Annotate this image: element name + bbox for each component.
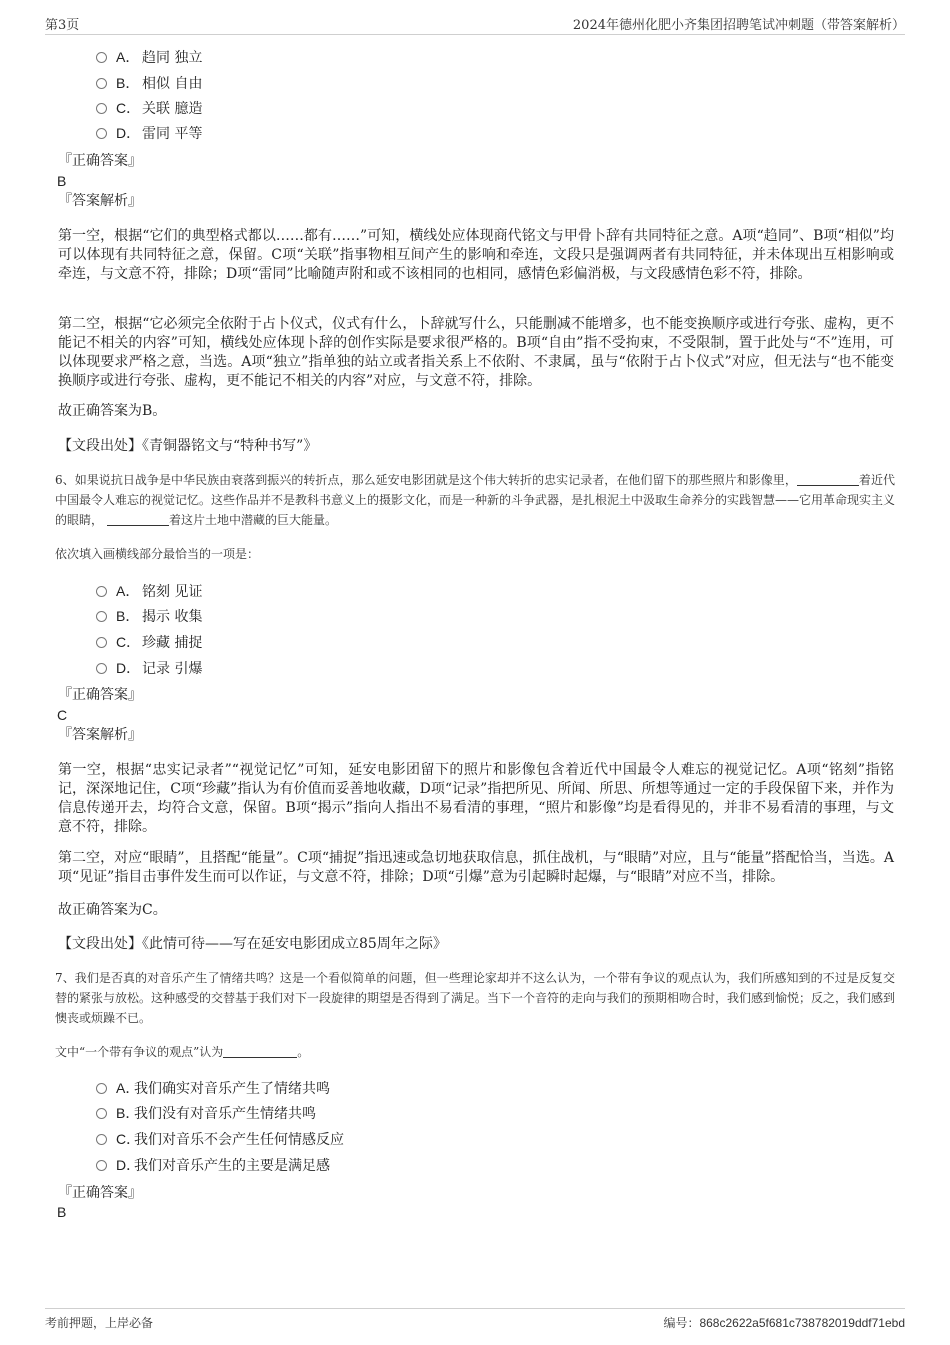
blank-line [107, 512, 169, 526]
document-code: 编号：868c2622a5f681c738782019ddf71ebd [663, 1316, 905, 1330]
q5-conclusion: 故正确答案为B。 [58, 403, 167, 419]
q7-answer: B [57, 1204, 67, 1220]
q6-answer: C [57, 707, 68, 723]
page-number: 第3页 [45, 18, 80, 33]
blank-line [223, 1044, 297, 1058]
radio-icon[interactable] [96, 637, 107, 648]
radio-icon[interactable] [96, 1160, 107, 1171]
footer-slogan: 考前押题，上岸必备 [45, 1316, 154, 1330]
radio-icon[interactable] [96, 586, 107, 597]
q6-option-c[interactable]: C． 珍藏 捕捉 [96, 632, 202, 652]
radio-icon[interactable] [96, 1108, 107, 1119]
q6-analysis-paragraph-1: 第一空，根据“忠实记录者”“视觉记忆”可知，延安电影团留下的照片和影像包含着近代中国最令人难忘的视觉记忆。A项“铭刻”指铭记，深深地记住，C项“珍藏”指认为有价值而妥善地收藏，D项“记录”指把所见、所闻、所思、所想等通过一定的手段保留下来，并作为信息传递开去，均符合文意，保留。B项“揭示”指向人指出不易看清的事理，“照片和影像”均是看得见的，并非不易看清的事理，与文意不符，排除。 [58, 762, 894, 835]
radio-icon[interactable] [96, 103, 107, 114]
q7-option-a[interactable]: A．我们确实对音乐产生了情绪共鸣 [96, 1078, 330, 1098]
q5-option-d[interactable]: D． 雷同 平等 [96, 123, 202, 143]
radio-icon[interactable] [96, 663, 107, 674]
radio-icon[interactable] [96, 1134, 107, 1145]
radio-icon[interactable] [96, 611, 107, 622]
q5-option-a[interactable]: A． 趋同 独立 [96, 47, 202, 67]
q5-answer-label: 『正确答案』 [58, 153, 142, 169]
q6-analysis-paragraph-2: 第二空，对应“眼睛”，且搭配“能量”。C项“捕捉”指迅速或急切地获取信息，抓住战机，与“眼睛”对应，且与“能量”搭配恰当，当选。A项“见证”指目击事件发生而可以作证，与文意不符，排除；D项“引爆”意为引起瞬时起爆，与“眼睛”对应不当，排除。 [58, 850, 894, 885]
q6-prompt: 依次填入画横线部分最恰当的一项是： [55, 547, 260, 561]
blank-line [797, 472, 859, 486]
radio-icon[interactable] [96, 78, 107, 89]
q7-option-c[interactable]: C．我们对音乐不会产生任何情感反应 [96, 1129, 344, 1149]
page-header [45, 14, 905, 35]
q7-option-d[interactable]: D．我们对音乐产生的主要是满足感 [96, 1155, 330, 1175]
q6-option-b[interactable]: B． 揭示 收集 [96, 606, 202, 626]
q6-stem: 6、如果说抗日战争是中华民族由衰落到振兴的转折点，那么延安电影团就是这个伟大转折的忠实记录者，在他们留下的那些照片和影像里， 着近代中国最令人难忘的视觉记忆。这些作品并不是教科书意义上的摄影文化，而是一种新的斗争武器，是扎根泥土中汲取生命养分的实践智慧——它用革命现实主义的眼睛， 着这片土地中潜藏的巨大能量。 [55, 473, 896, 527]
page-footer [45, 1308, 905, 1335]
q7-answer-label: 『正确答案』 [58, 1185, 142, 1201]
document-title: 2024年德州化肥小齐集团招聘笔试冲刺题（带答案解析） [572, 18, 905, 33]
q5-source: 【文段出处】《青铜器铭文与“特种书写”》 [58, 438, 318, 454]
radio-icon[interactable] [96, 1083, 107, 1094]
q7-option-b[interactable]: B．我们没有对音乐产生情绪共鸣 [96, 1103, 316, 1123]
q7-prompt: 文中“一个带有争议的观点”认为 。 [55, 1045, 310, 1059]
q6-answer-label: 『正确答案』 [58, 687, 142, 703]
q7-stem: 7、我们是否真的对音乐产生了情绪共鸣？这是一个看似简单的问题，但一些理论家却并不这么认为，一个带有争议的观点认为，我们所感知到的不过是反复交替的紧张与放松。这种感受的交替基于我们对下一段旋律的期望是否得到了满足。当下一个音符的走向与我们的预期相吻合时，我们感到愉悦；反之，我们感到懊丧或烦躁不已。 [55, 971, 896, 1025]
radio-icon[interactable] [96, 52, 107, 63]
q5-answer: B [57, 173, 67, 189]
radio-icon[interactable] [96, 128, 107, 139]
q5-analysis-paragraph-1: 第一空，根据“它们的典型格式都以……都有……”可知，横线处应体现商代铭文与甲骨卜辞有共同特征之意。A项“趋同”、B项“相似”均可以体现有共同特征之意，保留。C项“关联”指事物相互间产生的影响和牵连，文段只是强调两者有共同特征，并未体现出互相影响或牵连，与文意不符，排除；D项“雷同”比喻随声附和或不该相同的也相同，感情色彩偏消极，与文段感情色彩不符，排除。 [58, 228, 894, 282]
q5-option-c[interactable]: C． 关联 臆造 [96, 98, 202, 118]
q5-analysis-label: 『答案解析』 [58, 193, 142, 209]
q6-analysis-label: 『答案解析』 [58, 727, 142, 743]
q5-analysis-paragraph-2: 第二空，根据“它必须完全依附于占卜仪式，仪式有什么，卜辞就写什么，只能删减不能增多，也不能变换顺序或进行夸张、虚构，更不能记不相关的内容”可知，横线处应体现卜辞的创作实际是要求很严格的。B项“自由”指不受拘束，不受限制，置于此处与“不”连用，可以体现要求严格之意，当选。A项“独立”指单独的站立或者指关系上不依附、不隶属，虽与“依附于占卜仪式”对应，但无法与“也不能变换顺序或进行夸张、虚构，更不能记不相关的内容”对应，与文意不符，排除。 [58, 316, 894, 389]
q6-conclusion: 故正确答案为C。 [58, 902, 167, 918]
q5-option-b[interactable]: B． 相似 自由 [96, 73, 202, 93]
q6-source: 【文段出处】《此情可待——写在延安电影团成立85周年之际》 [58, 936, 447, 952]
q6-option-a[interactable]: A． 铭刻 见证 [96, 581, 202, 601]
q6-option-d[interactable]: D． 记录 引爆 [96, 658, 202, 678]
